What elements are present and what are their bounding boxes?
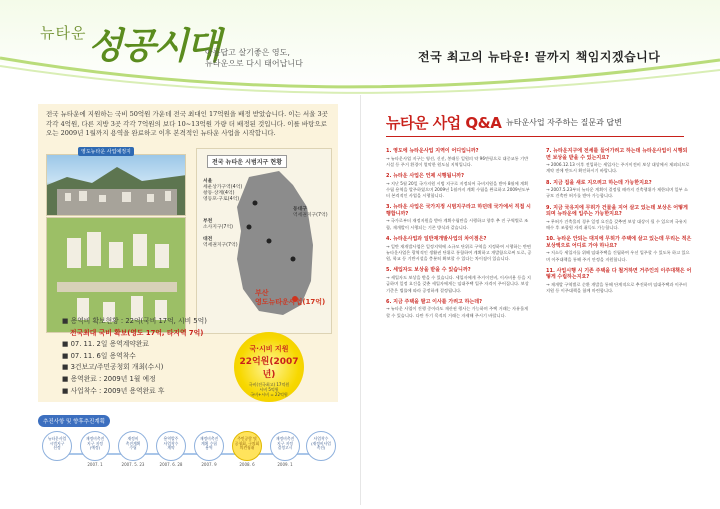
timeline-step-3: 재정비 촉진계획 수립 (118, 431, 148, 461)
map-seoul-detail: 세운상가구역(4억) 창동·상계(4억) 영등포·구로(4억) (203, 185, 243, 202)
timeline-date: 2007. 5. 23 (121, 462, 145, 467)
answer: → 재개발 구역별로 순환 개발을 통해 단계적으로 추진하며 임대주택과 이주비 지원 등 이주대책을 함께 마련합니다. (546, 281, 687, 294)
qa-column-right (546, 148, 692, 299)
qa-item (386, 267, 532, 293)
question: 11. 사업시행 시 기존 주택을 다 철거하면 거주인의 이주대책은 어떻게 수립하는지요? (546, 267, 692, 281)
answer: → 뉴타운사업 지구는 영선, 신선, 봉래동 일원의 약 96만평으로 대중교통 기반시설 등 주거 환경이 열악한 원도심 지역입니다. (386, 155, 529, 167)
slogan-line2: 뉴타운으로 다시 태어납니다 (205, 59, 303, 68)
badge-line2: 22억원(2007년) (239, 357, 299, 380)
timeline-step-8: 사업착수 (재정비사업 촉진) (306, 431, 336, 461)
qa-item (546, 236, 692, 263)
timeline-label: 추진사항 및 향후추진계획 (38, 415, 110, 427)
answer: → 2007.5.23부터 뉴타운 계획이 결정될 때까지 건축행위가 제한되며 일부 소규모 건축만 허가를 받아 가능합니다. (546, 187, 688, 199)
bullet-item: ■ 3건보고/주민공청회 개최(수시) (62, 363, 164, 372)
timeline-date: 2009. 1 (277, 462, 293, 467)
timeline-date: 2008. 6 (239, 462, 255, 467)
timeline-step-5: 재정비촉진 계획 수립 용역 (194, 431, 224, 461)
header (0, 0, 720, 92)
answer: → 2006.12.13 이후 전입하는 세입자는 주거이전비 보상 대상에서 제외되므로 계약 전에 반드시 확인하시기 바랍니다. (546, 162, 690, 174)
qa-item (386, 173, 532, 199)
timeline-step-2: 재정비촉진 지구 지정 (예정) (80, 431, 110, 461)
qa-column-left (386, 148, 532, 324)
map-seoul-name: 서울 (203, 179, 213, 184)
qa-item (546, 205, 692, 232)
city-photo (46, 154, 186, 216)
funding-bullets (62, 316, 207, 397)
question: 2. 뉴타운 사업은 언제 시행됩니까? (386, 173, 465, 180)
question: 1. 영도에 뉴타운사업 지역이 어디입니까? (386, 148, 479, 154)
timeline-date: 2007. 1 (87, 462, 103, 467)
badge-line1: 국·시비 지원 (249, 345, 289, 353)
question: 5. 세입자도 보상을 받을 수 있습니까? (386, 267, 471, 274)
question: 7. 뉴타운지구에 전세를 들어가려고 하는데 뉴타운사업이 시행되면 보상을 받을 수 있는지요? (546, 148, 688, 161)
answer: → 일반 재개발사업은 일정지역에 소규모 단위로 구역을 지정하여 시행하는 반면 뉴타운사업은 광역적인 생활권 단위로 통합하여 계획하고 개발함으로써 도로, 공원, 학교 등 기반시설을 충분히 확보할 수 있다는 차이점이 있습니다. (386, 243, 532, 262)
bullet-item: ■ 07. 11. 6일 용역착수 (62, 351, 136, 360)
map-daejeon-name: 대전 (203, 237, 213, 242)
timeline-step-6-current: 주민공람 및 공청회, 구의회 의견청취 (232, 431, 262, 461)
qa-title: 뉴타운 사업 Q&A (386, 114, 502, 132)
question: 10. 뉴타운 안되는 대지에 무허가 주택에 살고 있는데 무리는 적은 보상액으로 어디로 가야 하나요? (546, 236, 692, 249)
timeline-step-1: 뉴타운사업 시범지구 선정 (42, 431, 72, 461)
bullet-item: ■ 07. 11. 2일 용역계약완료 (62, 340, 149, 349)
photo-tag: 영도뉴타운 사업예정지 (78, 147, 134, 156)
question: 4. 뉴타운사업과 일반재개발사업의 차이점은? (386, 236, 487, 243)
brand-logo-text: 성공시대 (88, 25, 220, 67)
slogan (205, 47, 303, 69)
answer: → 무허가 건축물의 경우 일정 요건을 갖추면 보상 대상이 될 수 있으며 국유지 매수 후 조합원 자격 취득도 가능합니다. (546, 218, 687, 230)
bullet-item-highlight: 전국최대 국비 확보(영도 17억, 타지역 7억) (70, 328, 204, 337)
map-daegu-detail: 역세권지구(7억) (293, 213, 328, 218)
map-busan-detail: 영도뉴타운사업(17억) (255, 298, 326, 306)
question: 9. 지금 국유지에 무허가 건물을 지어 살고 있는데 보상은 어떻게 되며 뉴타운에 입주는 가능한지요? (546, 204, 688, 218)
timeline-step-7: 재정비촉진 지구 지정 결정고시 (270, 431, 300, 461)
timeline-date: 2007. 6. 28 (159, 462, 183, 467)
question: 3. 뉴타운 사업은 국가지정 시범지구라고 하던데 국가에서 직접 시행합니까? (386, 204, 531, 217)
bullet-item: ■ 사업착수 : 2009년 용역완료 후 (62, 386, 165, 395)
bullet-item: ■ 용역비 확보현황 : 22억(국비 17억, 시비 5억) (62, 317, 207, 325)
answer: → 뉴타운 사업이 진행 중이라도 재산권 행사는 가능하며 주택 거래는 자유롭게 할 수 있습니다. 다만 투기 목적의 거래는 자제해 주시기 바랍니다. (386, 306, 529, 318)
page-divider (360, 95, 361, 505)
question: 6. 지금 주택을 팔고 이사를 가려고 하는데? (386, 298, 483, 305)
funding-badge (234, 332, 304, 402)
slogan-line1: 아름답고 살기좋은 영도, (205, 48, 290, 57)
brand-small: 뉴타운 (40, 24, 87, 42)
answer: → 국가로부터 재정지원을 받아 계획수립만을 시행하고 향후 추 진 구역별로 조합, 재개발이 시행되는 기존 방식과 같습니다. (386, 218, 529, 230)
map-bucheon-name: 부천 (203, 219, 213, 224)
map-daegu-name: 동대구 (293, 207, 307, 212)
answer: → 저소득 세입자를 위해 임대주택을 건립하여 우선 입주할 수 있도록 하고 있으며 이주대책을 통해 주거 안정을 지원합니다. (546, 250, 690, 262)
qa-item (386, 148, 532, 168)
qa-item (546, 148, 692, 175)
timeline-step-4: 용역발주 사업착수 계약 (156, 431, 186, 461)
headline: 전국 최고의 뉴타운! 끝까지 책임지겠습니다 (418, 50, 661, 64)
intro-paragraph: 전국 뉴타운에 지원하는 국비 50억원 가운데 전국 최대인 17억원을 배정 받았습니다. 이는 서울 3곳 각각 4억원, 다른 지방 3곳 각각 7억원의 보다 10~13억원 가량 더 배정된 것입니다. 이를 바탕으로 오는 2009년 1월까지 용역을 완료하고 이후 본격적인 뉴타운 사업을 시작합니다. (46, 110, 328, 138)
korea-map (196, 148, 332, 334)
intro-card (38, 104, 338, 402)
answer: → 세입자도 보상을 받을 수 있습니다. 세입자에게 주거이전비, 이사비용 등을 지급하며 일정 요건을 갖춘 세입자에게는 임대주택 입주 자격이 주어집니다. 보상기준은 법률에 따라 공정하게 결정됩니다. (386, 274, 531, 293)
qa-item (386, 299, 532, 319)
map-daejeon-detail: 역세권지구(7억) (203, 243, 238, 248)
qa-rule (386, 136, 684, 137)
map-label-seoul (203, 179, 242, 203)
city-skyline-illustration (47, 155, 186, 216)
qa-item (546, 268, 692, 295)
timeline-date: 2007. 9 (201, 462, 217, 467)
qa-item (546, 180, 692, 200)
answer: → 지난 5월 20일 국가지원 시범 지구로 지정되어 국비지원을 받아 8월에 계획 수립 용역을 발주하였으며 2009년 1월까지 계획 수립을 완료하고 2009년도부터 본격적인 사업을 시행합니다. (386, 180, 530, 199)
bullet-item: ■ 용역완료 : 2009년 1월 예정 (62, 374, 156, 383)
qa-item (386, 236, 532, 262)
map-title: 전국 뉴타운 시범지구 현황 (207, 155, 287, 168)
map-label-daegu (293, 207, 328, 219)
map-bucheon-detail: 소사지구(7억) (203, 225, 233, 230)
map-busan-name: 부산 (255, 289, 269, 297)
map-label-busan (255, 289, 325, 307)
map-label-daejeon (203, 237, 238, 249)
map-label-bucheon (203, 219, 233, 231)
qa-item (386, 204, 532, 231)
qa-subtitle: 뉴타운사업 자주하는 질문과 답변 (506, 118, 622, 127)
timeline (38, 415, 338, 495)
badge-line3: 국비(전국최고) 17억원 시비 5억원 국비+시비 = 22억원 (248, 382, 290, 397)
question: 8. 지금 집을 새로 지으려고 하는데 가능한지요? (546, 179, 652, 186)
